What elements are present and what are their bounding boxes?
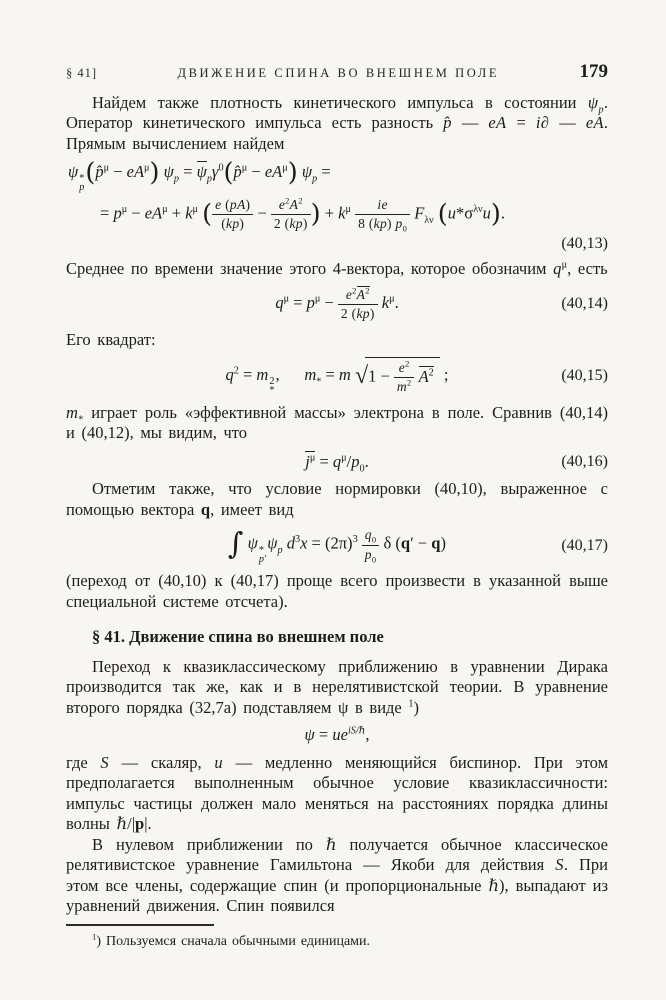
- equation-psi-ansatz: [66, 725, 608, 746]
- page-header: [66, 62, 608, 84]
- equation-40-15: [66, 357, 608, 396]
- paragraph-quasiclassical-intro: Переход к квазиклассическому приближению в уравнении Дирака производится так же, как и в нерелятивистской теории. В уравнение второго порядка (32,7а) подставляем ψ в виде $^1$): [66, 656, 608, 717]
- equation-number-40-13: (40,13): [561, 235, 608, 253]
- paragraph-time-average: Среднее по времени значение этого 4-вектора, которое обозначим $q^\mu$, есть: [66, 258, 608, 278]
- paragraph-transition-note: (переход от (40,10) к (40,17) проще всего произвести в указанной выше специальной системе отсчета).: [66, 571, 608, 611]
- paragraph-effective-mass: $m_*$ играет роль «эффективной массы» электрона в поле. Сравнив (40,14) и (40,12), мы видим, что: [66, 402, 608, 443]
- paragraph-its-square: Его квадрат:: [66, 329, 156, 349]
- equation-number-40-17: (40,17): [561, 536, 608, 554]
- paragraph-scalar-bispinor: где S — скаляр, u — медленно меняющийся биспинор. При этом предполагается выполненным обычное условие квазиклассичности: импульс частицы должен мало меняться на расстояниях порядка длины волны ℏ/|p|.: [66, 752, 609, 834]
- equation-40-14-body: $q^\mu = p^\mu$ − $\frac{e^2A^2}{2 (kp)}$ $k^\mu$.: [275, 286, 399, 322]
- header-running-title: ДВИЖЕНИЕ СПИНА ВО ВНЕШНЕМ ПОЛЕ: [177, 66, 500, 80]
- footnote-units: $^1$) Пользуемся сначала обычными единицами.: [92, 931, 371, 949]
- equation-number-40-14: (40,14): [561, 295, 608, 313]
- equation-40-13-line1: ψ * p (p̂$^\mu$ − $eA^\mu$) $\psi_p$ = $\psi_p\gamma^0(p̂^\mu - eA^\mu) \psi_p$ =: [68, 157, 331, 193]
- equation-40-14: [66, 286, 608, 322]
- paragraph-kinetic-momentum-intro: Найдем также плотность кинетического импульса в состоянии $\psi_p$. Оператор кинетического импульса есть разность p̂ — eA = i∂ — eA. Прямым вычислением найдем: [66, 92, 609, 153]
- equation-psi-ansatz-body: $\psi = ue^{iS/\hbar}$,: [304, 725, 370, 745]
- header-page-number: 179: [579, 61, 608, 82]
- equation-40-13-line2: = $p^\mu - eA^\mu + k^\mu$ ( $\frac{e (pA)}{(kp)}$ − $\frac{e^2A^2}{2 (kp)}$ ) + $k^\mu$ $\frac{ie}{8 (kp) p_0}$ $F_{\lambda\nu}$ $(u*\sigma^{\lambda\nu}u)$.: [100, 196, 505, 234]
- equation-40-13: [66, 157, 608, 255]
- equation-40-16: [66, 451, 608, 473]
- equation-40-17: [66, 527, 608, 564]
- equation-40-17-body: ∫ ψ * p′ $\psi_p$ $d^3x = (2\pi)^3$ $\frac{q_0}{p_0}$ δ (q′ − q): [228, 526, 446, 565]
- footnote-rule: [66, 924, 214, 926]
- equation-number-40-15: (40,15): [561, 367, 608, 385]
- paragraph-zeroth-approximation: В нулевом приближении по ℏ получается обычное классическое релятивистское уравнение Гамильтона — Якоби для действия S. При этом все члены, содержащие спин (и пропорциональные ℏ), выпадают из уравнений движения. Спин появился: [66, 834, 609, 916]
- section-heading-41: § 41. Движение спина во внешнем поле: [92, 627, 384, 647]
- equation-40-15-body: $q^2 = m$ 2 * , $m_* = m$ √1 − $\frac{e^2}{m^2}$ $A^2$ ;: [225, 357, 448, 396]
- equation-number-40-16: (40,16): [561, 452, 608, 470]
- equation-40-16-body: $j^\mu = q^\mu/p_0$.: [305, 451, 369, 475]
- header-section-marker: § 41]: [66, 66, 98, 80]
- paragraph-normalization-condition: Отметим также, что условие нормировки (40,10), выраженное с помощью вектора q, имеет вид: [66, 479, 608, 519]
